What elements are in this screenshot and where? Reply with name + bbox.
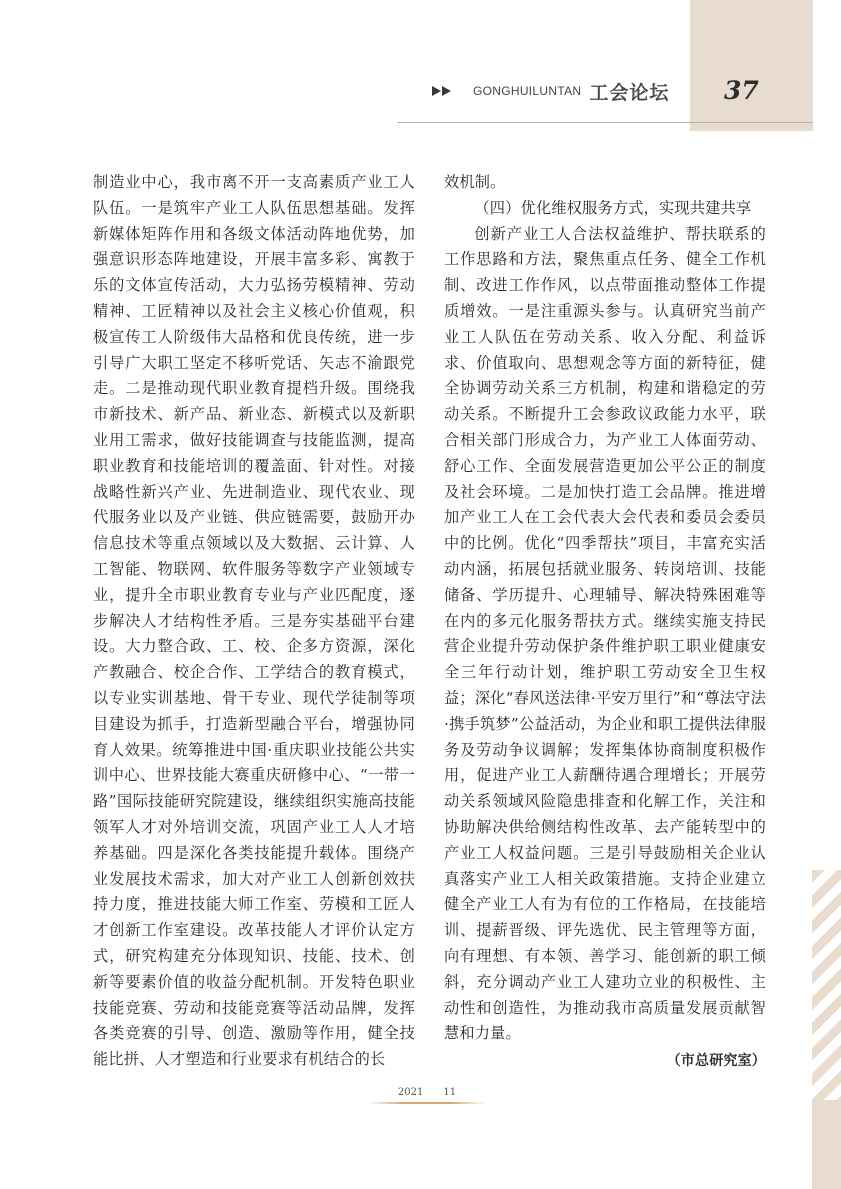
column-title: 工会论坛 — [589, 81, 670, 104]
left-column — [93, 170, 415, 1073]
running-header — [432, 78, 669, 104]
page-footer — [368, 1087, 486, 1098]
footer-year: 2021 — [397, 1087, 424, 1098]
page-number: 37 — [724, 76, 759, 105]
footer-rule — [368, 1102, 486, 1104]
author-byline: （市总研究室） — [666, 1053, 766, 1070]
decorative-side-bar — [812, 1100, 841, 1189]
footer-issue: 11 — [443, 1087, 457, 1098]
column-pinyin: GONGHUILUNTAN — [473, 84, 582, 98]
double-arrow-icon — [432, 86, 451, 96]
body-paragraph: 创新产业工人合法权益维护、帮扶联系的工作思路和方法，聚焦重点任务、健全工作机制、改进工作作风，以点带面推动整体工作提质增效。一是注重源头参与。认真研究当前产业工人队伍在劳动关系、收入分配、利益诉求、价值取向、思想观念等方面的新特征，健全协调劳动关系三方机制，构建和谐稳定的劳动关系。不断提升工会参政议政能力水平，联合相关部门形成合力，为产业工人体面劳动、舒心工作、全面发展营造更加公平公正的制度及社会环境。二是加快打造工会品牌。推进增加产业工人在工会代表大会代表和委员会委员中的比例。优化“四季帮扶”项目，丰富充实活动内涵，拓展包括就业服务、转岗培训、技能储备、学历提升、心理辅导、解决特殊困难等在内的多元化服务帮扶方式。继续实施支持民营企业提升劳动保护条件维护职工职业健康安全三年行动计划，维护职工劳动安全卫生权益；深化“春风送法律·平安万里行”和“尊法守法·携手筑梦”公益活动，为企业和职工提供法律服务及劳动争议调解；发挥集体协商制度积极作用，促进产业工人薪酬待遇合理增长；开展劳动关系领域风险隐患排查和化解工作，关注和协助解决供给侧结构性改革、去产能转型中的产业工人权益问题。三是引导鼓励相关企业认真落实产业工人相关政策措施。支持企业建立健全产业工人有为有位的工作格局，在技能培训、提薪晋级、评先选优、民主管理等方面，向有理想、有本领、善学习、能创新的职工倾斜，充分调动产业工人建功立业的积极性、主动性和创造性，为推动我市高质量发展贡献智慧和力量。 — [444, 224, 766, 1043]
right-column — [444, 170, 766, 1075]
header-rule — [397, 122, 813, 123]
body-paragraph: 制造业中心，我市离不开一支高素质产业工人队伍。一是筑牢产业工人队伍思想基础。发挥新媒体矩阵作用和各级文体活动阵地优势，加强意识形态阵地建设，开展丰富多彩、寓教于乐的文体宣传活动，大力弘扬劳模精神、劳动精神、工匠精神以及社会主义核心价值观，积极宣传工人阶级伟大品格和优良传统，进一步引导广大职工坚定不移听党话、矢志不渝跟党走。二是推动现代职业教育提档升级。围绕我市新技术、新产品、新业态、新模式以及新职业用工需求，做好技能调查与技能监测，提高职业教育和技能培训的覆盖面、针对性。对接战略性新兴产业、先进制造业、现代农业、现代服务业以及产业链、供应链需要，鼓励开办信息技术等重点领域以及大数据、云计算、人工智能、物联网、软件服务等数字产业领域专业，提升全市职业教育专业与产业匹配度，逐步解决人才结构性矛盾。三是夯实基础平台建设。大力整合政、工、校、企多方资源，深化产教融合、校企合作、工学结合的教育模式，以专业实训基地、骨干专业、现代学徒制等项目建设为抓手，打造新型融合平台，增强协同育人效果。统筹推进中国·重庆职业技能公共实训中心、世界技能大赛重庆研修中心、“一带一路”国际技能研究院建设，继续组织实施高技能领军人才对外培训交流，巩固产业工人人才培养基础。四是深化各类技能提升载体。围绕产业发展技术需求，加大对产业工人创新创效扶持力度，推进技能大师工作室、劳模和工匠人才创新工作室建设。改革技能人才评价认定方式，研究构建充分体现知识、技能、技术、创新等要素价值的收益分配机制。开发特色职业技能竞赛、劳动和技能竞赛等活动品牌，发挥各类竞赛的引导、创造、激励等作用，健全技能比拼、人才塑造和行业要求有机结合的长 — [93, 173, 415, 1069]
section-subheading: （四）优化维权服务方式，实现共建共享 — [474, 198, 752, 217]
continuation-text: 效机制。 — [444, 173, 506, 191]
header-tab-block — [690, 0, 813, 131]
